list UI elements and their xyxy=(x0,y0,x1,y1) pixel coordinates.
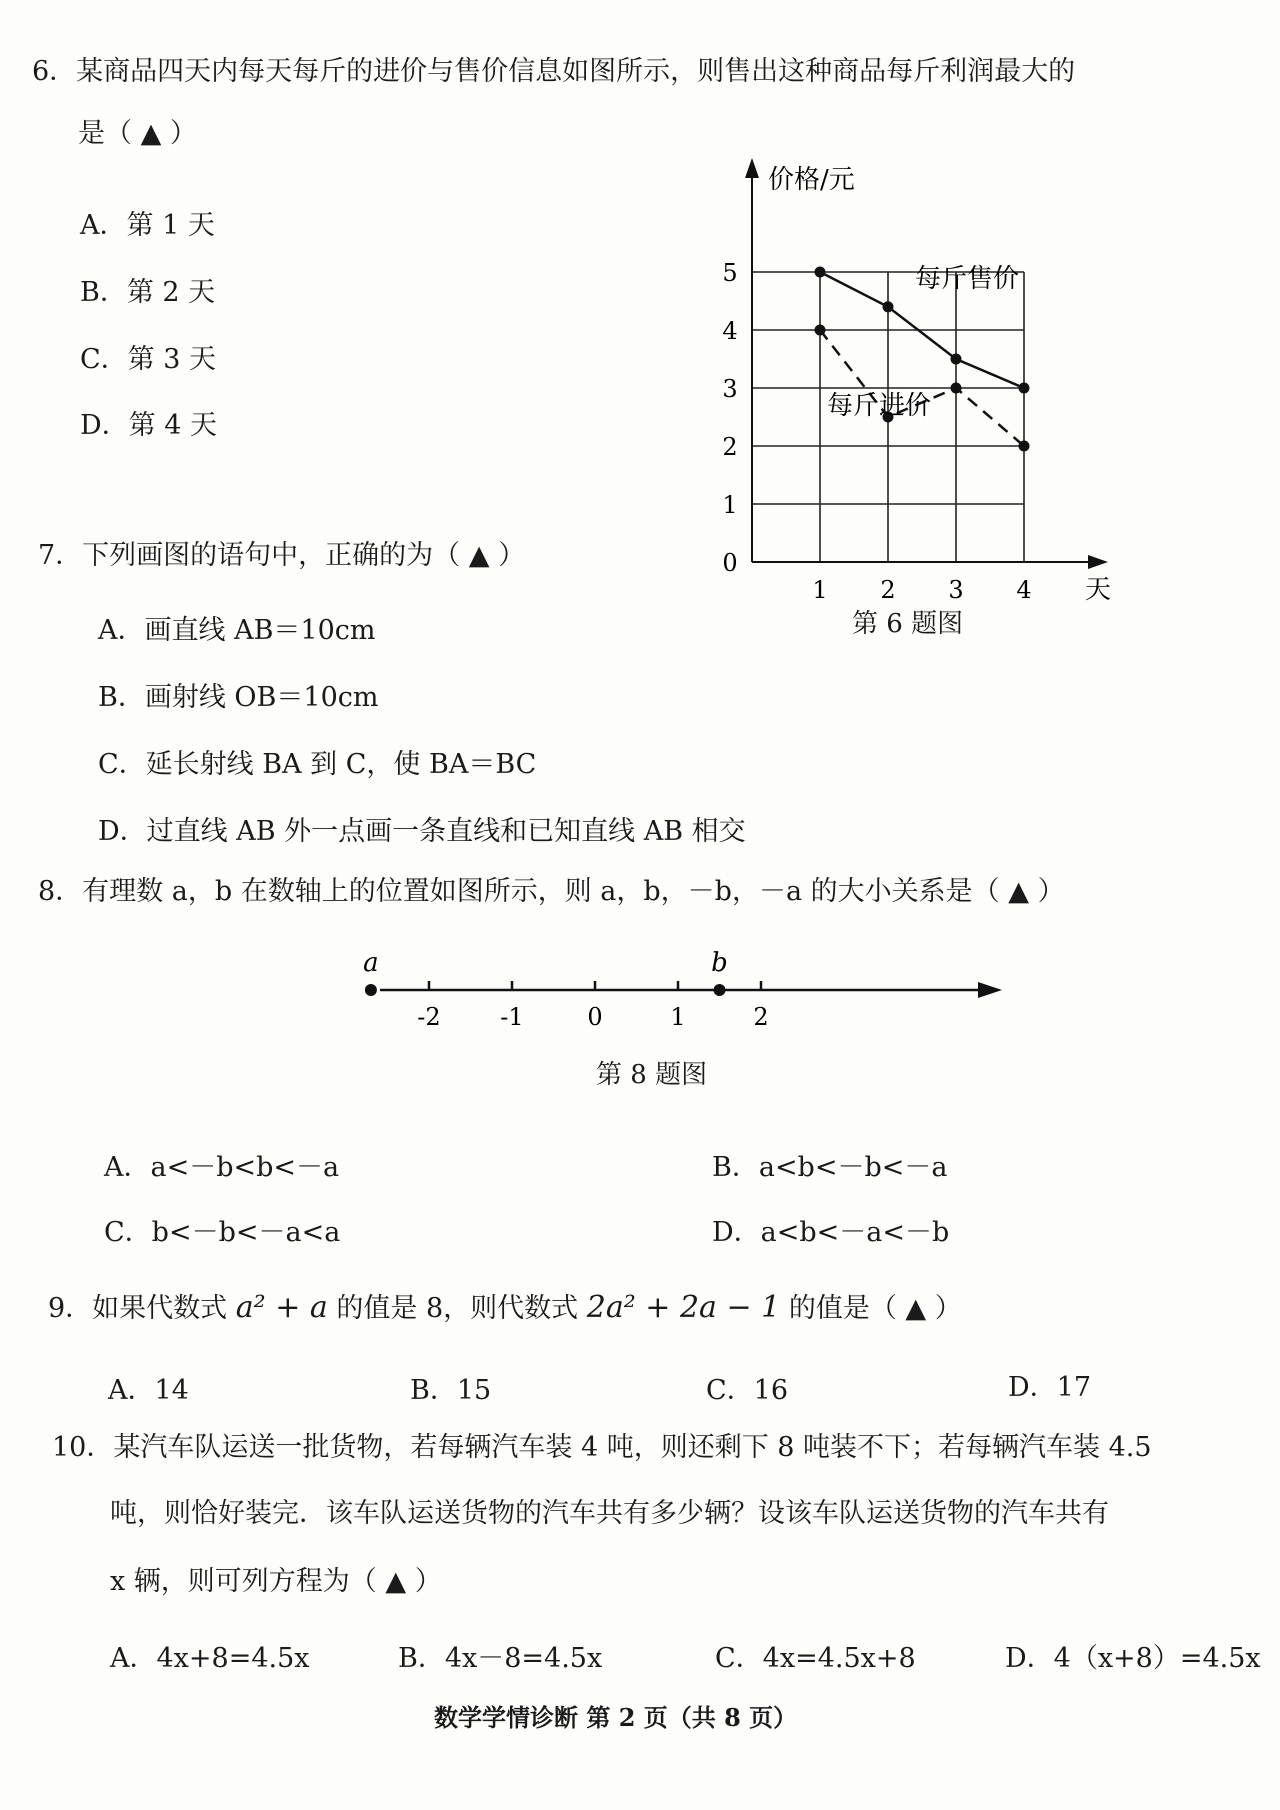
q9-option-a: A．14 xyxy=(108,1375,189,1406)
series-0-point xyxy=(883,301,894,312)
q10-stem-line2: 吨，则恰好装完．该车队运送货物的汽车共有多少辆？设该车队运送货物的汽车共有 xyxy=(110,1498,1109,1529)
q10-option-b: B．4x－8=4.5x xyxy=(398,1643,603,1674)
q7-stem: 7．下列画图的语句中，正确的为（ ▲ ） xyxy=(38,540,526,571)
q9-option-c: C．16 xyxy=(706,1375,789,1406)
q8-option-c: C．b<－b<－a<a xyxy=(104,1217,341,1248)
number-line-tick-label: -1 xyxy=(500,1003,524,1031)
q7-option-d: D．过直线 AB 外一点画一条直线和已知直线 AB 相交 xyxy=(98,816,746,847)
q8-option-d: D．a<b<－a<－b xyxy=(712,1217,950,1248)
y-tick-label: 0 xyxy=(722,549,738,577)
x-tick-label: 2 xyxy=(880,576,896,604)
q7-option-c: C．延长射线 BA 到 C，使 BA＝BC xyxy=(98,749,537,780)
x-axis-arrow xyxy=(1088,555,1108,569)
q7-option-b: B．画射线 OB＝10cm xyxy=(98,682,379,713)
q8-stem: 8．有理数 a，b 在数轴上的位置如图所示，则 a，b，－b，－a 的大小关系是（ ▲ ） xyxy=(38,876,1065,907)
q7-option-a: A．画直线 AB＝10cm xyxy=(98,615,376,646)
q10-option-a: A．4x+8=4.5x xyxy=(110,1643,310,1674)
series-0-point xyxy=(951,354,962,365)
point-a-label: a xyxy=(363,948,379,978)
series-1-point xyxy=(951,383,962,394)
q9-option-d: D．17 xyxy=(1008,1372,1092,1403)
series-0-point xyxy=(1019,383,1030,394)
number-line-arrow xyxy=(978,982,1002,998)
q9-stem xyxy=(48,1290,962,1326)
y-tick-label: 3 xyxy=(722,375,738,403)
q9-expr-1: a² + a xyxy=(235,1290,328,1325)
number-line-tick-label: 1 xyxy=(670,1003,686,1031)
q6-option-d: D．第 4 天 xyxy=(80,410,217,441)
q8-number-line xyxy=(363,945,1010,1035)
q10-stem-line1: 10．某汽车队运送一批货物，若每辆汽车装 4 吨，则还剩下 8 吨装不下；若每辆汽车装 4.5 xyxy=(52,1432,1152,1463)
series-1-point xyxy=(815,325,826,336)
series-label-sale: 每斤售价 xyxy=(915,264,1020,294)
q10-option-d: D．4（x+8）=4.5x xyxy=(1005,1643,1261,1674)
y-axis-arrow xyxy=(745,158,759,178)
q6-figure-caption: 第 6 题图 xyxy=(852,609,964,639)
x-tick-label: 1 xyxy=(812,576,828,604)
point-b-marker xyxy=(714,984,726,996)
x-tick-label: 4 xyxy=(1016,576,1032,604)
q6-option-a: A．第 1 天 xyxy=(80,210,215,241)
q6-option-b: B．第 2 天 xyxy=(80,277,216,308)
q9-option-b: B．15 xyxy=(410,1375,492,1406)
y-axis-label: 价格/元 xyxy=(768,165,855,195)
number-line-tick-label: 2 xyxy=(753,1003,769,1031)
y-tick-label: 1 xyxy=(722,491,738,519)
q9-stem-post: 的值是（ ▲ ） xyxy=(788,1293,962,1324)
q6-stem-line2: 是（ ▲ ） xyxy=(78,118,197,149)
y-tick-label: 5 xyxy=(722,259,738,287)
y-tick-label: 4 xyxy=(722,317,738,345)
x-axis-label: 天 xyxy=(1085,575,1112,605)
chart-ticks xyxy=(722,259,1031,604)
q6-price-chart xyxy=(700,150,1140,640)
q10-option-c: C．4x=4.5x+8 xyxy=(715,1643,916,1674)
q10-stem-line3: x 辆，则可列方程为（ ▲ ） xyxy=(110,1566,442,1597)
q6-stem-line1: 6．某商品四天内每天每斤的进价与售价信息如图所示，则售出这种商品每斤利润最大的 xyxy=(32,56,1076,87)
chart-series xyxy=(815,267,1030,452)
series-0-point xyxy=(815,267,826,278)
q6-option-c: C．第 3 天 xyxy=(80,344,217,375)
q9-stem-mid: 的值是 8，则代数式 xyxy=(336,1293,579,1324)
page-footer: 数学学情诊断 第 2 页（共 8 页） xyxy=(434,1703,798,1732)
number-line-tick-label: -2 xyxy=(417,1003,441,1031)
x-tick-label: 3 xyxy=(948,576,964,604)
q8-option-a: A．a<－b<b<－a xyxy=(104,1152,340,1183)
point-a-marker xyxy=(365,984,377,996)
number-line-tick-label: 0 xyxy=(587,1003,603,1031)
chart-axes xyxy=(745,158,1108,569)
series-label-cost: 每斤进价 xyxy=(827,391,932,421)
y-tick-label: 2 xyxy=(722,433,738,461)
q9-expr-2: 2a² + 2a − 1 xyxy=(586,1290,781,1325)
series-1-point xyxy=(1019,441,1030,452)
q8-option-b: B．a<b<－b<－a xyxy=(712,1152,948,1183)
q9-stem-pre: 9．如果代数式 xyxy=(48,1293,228,1324)
q8-figure-caption: 第 8 题图 xyxy=(596,1060,708,1090)
point-b-label: b xyxy=(711,948,728,978)
